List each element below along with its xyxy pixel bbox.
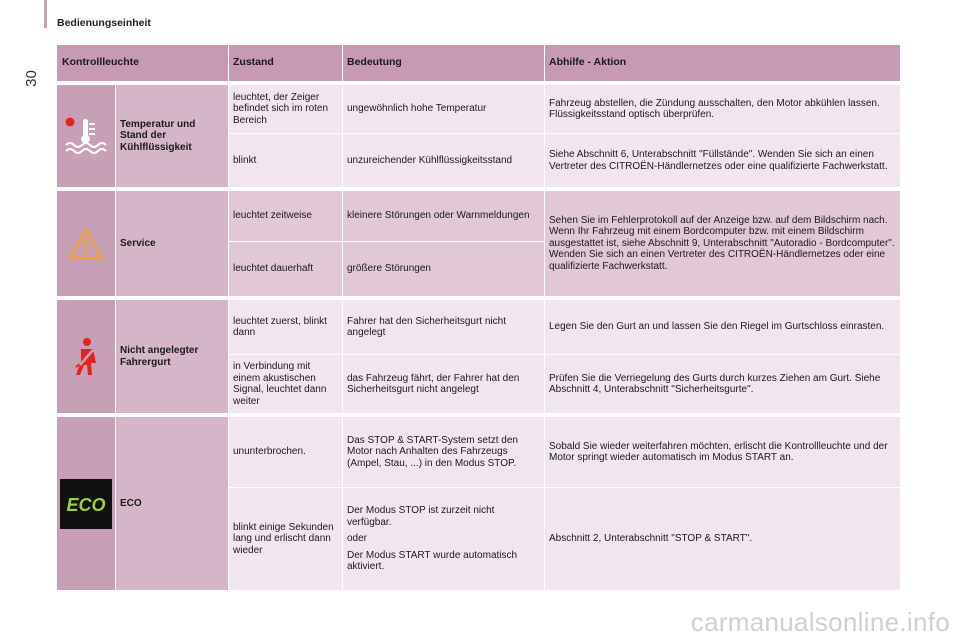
header-zustand: Zustand: [229, 45, 343, 82]
warning-lights-table: [57, 45, 901, 606]
section-marker-bar: [44, 0, 47, 28]
action-cell: Siehe Abschnitt 6, Unterabschnitt "Füllstände". Wenden Sie sich an einen Vertreter des CITROËN-Händlernetzes oder eine qualifizierte Fachwerkstatt.: [545, 134, 901, 188]
state-cell: blinkt: [229, 134, 343, 188]
icon-cell-seatbelt: [57, 297, 116, 414]
icon-cell-service: [57, 188, 116, 297]
meaning-cell: Das STOP & START-System setzt den Motor nach Anhalten des Fahrzeugs (Ampel, Stau, ...) in den Modus STOP.: [343, 414, 545, 488]
warning-name-eco: ECO: [116, 414, 229, 591]
meaning-cell: Fahrer hat den Sicherheitsgurt nicht angelegt: [343, 297, 545, 355]
icon-cell-temperature: [57, 82, 116, 188]
meaning-part: Der Modus START wurde automatisch aktiviert.: [347, 549, 518, 573]
state-cell: ununterbrochen.: [229, 414, 343, 488]
meaning-cell: das Fahrzeug fährt, der Fahrer hat den Sicherheitsgurt nicht angelegt: [343, 355, 545, 414]
warning-name-temperature: Temperatur und Stand der Kühlflüssigkeit: [116, 82, 229, 188]
header-abhilfe-aktion: Abhilfe - Aktion: [545, 45, 901, 82]
state-cell: blinkt einige Sekunden lang und erlischt dann wieder: [229, 488, 343, 591]
icon-cell-eco: [57, 414, 116, 591]
watermark: carmanualsonline.info: [690, 607, 950, 637]
meaning-cell: größere Störungen: [343, 242, 545, 297]
state-cell: leuchtet, der Zeiger befindet sich im roten Bereich: [229, 82, 343, 134]
action-cell: Abschnitt 2, Unterabschnitt "STOP & START".: [545, 488, 901, 591]
action-cell: Fahrzeug abstellen, die Zündung ausschalten, den Motor abkühlen lassen. Flüssigkeitsstand optisch überprüfen.: [545, 82, 901, 134]
state-cell: leuchtet zuerst, blinkt dann: [229, 297, 343, 355]
header-kontrollleuchte: Kontrollleuchte: [57, 45, 229, 82]
state-cell: leuchtet dauerhaft: [229, 242, 343, 297]
state-cell: leuchtet zeitweise: [229, 188, 343, 242]
state-cell: in Verbindung mit einem akustischen Signal, leuchtet dann weiter: [229, 355, 343, 414]
eco-icon: [60, 479, 112, 529]
meaning-cell: unzureichender Kühlflüssigkeitsstand: [343, 134, 545, 188]
action-cell: Sehen Sie im Fehlerprotokoll auf der Anzeige bzw. auf dem Bildschirm nach. Wenn Ihr Fahrzeug mit einem Bordcomputer bzw. mit einem Bildschirm ausgestattet ist, siehe Abschnitt 9, Unterabschnitt "Autoradio - Bordcomputer". Wenden Sie sich an einen Vertreter des CITROËN-Händlernetzes oder eine qualifizierte Fachwerkstatt.: [545, 188, 901, 297]
meaning-cell: [343, 488, 545, 591]
section-title: Bedienungseinheit: [57, 17, 151, 29]
warning-name-service: Service: [116, 188, 229, 297]
warning-triangle-icon: [68, 228, 104, 260]
meaning-part: oder: [347, 533, 368, 545]
svg-text:ECO: ECO: [66, 494, 106, 515]
warning-name-seatbelt: Nicht angelegter Fahrergurt: [116, 297, 229, 414]
action-cell: Prüfen Sie die Verriegelung des Gurts durch kurzes Ziehen am Gurt. Siehe Abschnitt 4, Unterabschnitt "Sicherheitsgurte".: [545, 355, 901, 414]
coolant-temperature-icon: [64, 117, 108, 155]
meaning-part: Der Modus STOP ist zurzeit nicht verfügbar.: [347, 505, 495, 528]
header-bedeutung: Bedeutung: [343, 45, 545, 82]
meaning-cell: kleinere Störungen oder Warnmeldungen: [343, 188, 545, 242]
action-cell: Sobald Sie wieder weiterfahren möchten, erlischt die Kontrollleuchte und der Motor springt wieder automatisch im Modus START an.: [545, 414, 901, 488]
seatbelt-icon: [69, 337, 103, 377]
page-number: 30: [22, 70, 40, 87]
meaning-cell: ungewöhnlich hohe Temperatur: [343, 82, 545, 134]
action-cell: Legen Sie den Gurt an und lassen Sie den Riegel im Gurtschloss einrasten.: [545, 297, 901, 355]
